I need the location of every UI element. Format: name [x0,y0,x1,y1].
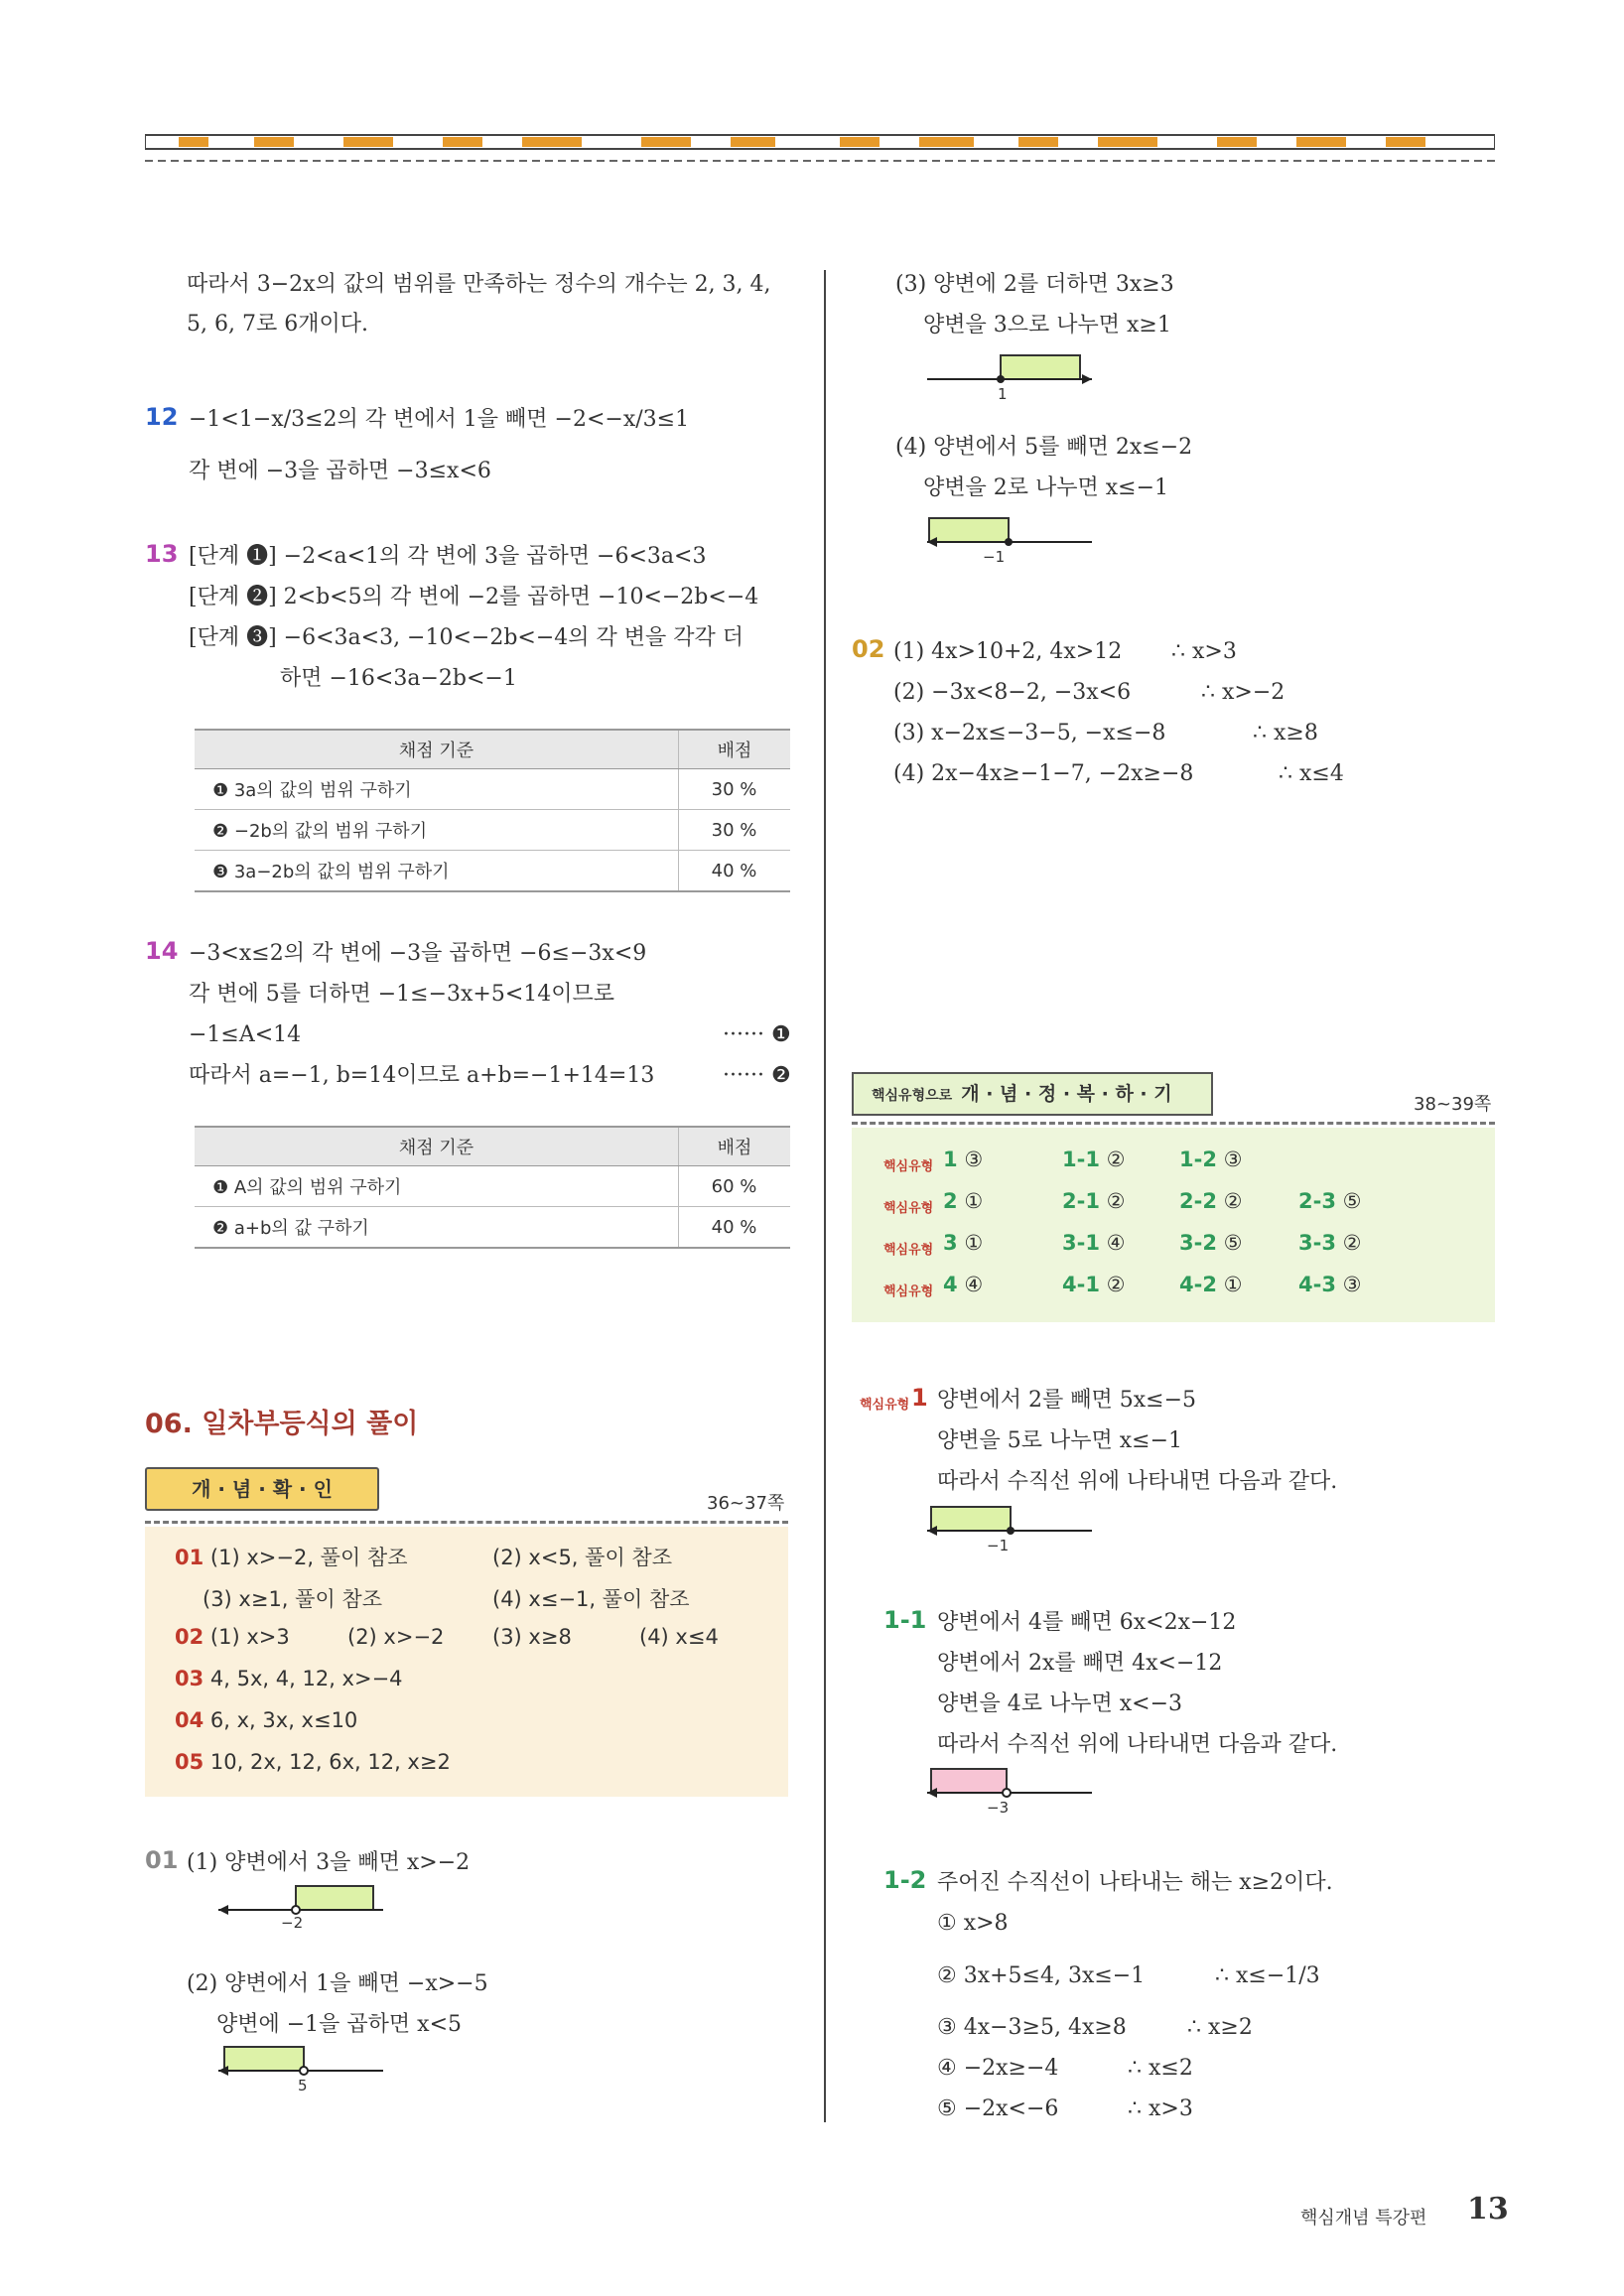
page-number: 13 [1467,2192,1509,2227]
k11-line-4: 따라서 수직선 위에 나타내면 다음과 같다. [937,1732,1338,1757]
k12-option-1: ① x>8 [937,1911,1009,1936]
q02-line-3: (3) x−2x≤−3−5, −x≤−8 [893,721,1166,745]
k1-line-3: 따라서 수직선 위에 나타내면 다음과 같다. [937,1469,1338,1494]
problem-number: 1-2 [883,1866,927,1894]
table-row: ❷ a+b의 값 구하기 40 % [195,1207,790,1249]
answer-row: 04 6, x, 3x, x≤10 [175,1708,358,1732]
k1-line-2: 양변을 5로 나누면 x≤−1 [937,1428,1183,1453]
answer-cell: (3) x≥8 [492,1625,572,1649]
answer-row: 03 4, 5x, 4, 12, x>−4 [175,1667,403,1690]
number-line [925,516,1094,568]
table-row: ❸ 3a−2b의 값의 범위 구하기 40 % [195,851,790,892]
review-row: 핵심유형 3 ① 3-1 ④ 3-2 ⑤ 3-3 ② [883,1231,1362,1258]
q01-line-2: (2) 양변에서 1을 빼면 −x>−5 [187,1971,488,1996]
answer-cell: (4) x≤−1, 풀이 참조 [492,1587,690,1611]
table-header: 채점 기준 [195,730,679,769]
number-line [925,353,1094,405]
number-line-label: −1 [983,548,1006,566]
answer-cell: (3) x≥1, 풀이 참조 [203,1587,382,1611]
table-header: 채점 기준 [195,1127,679,1166]
problem-number: 14 [145,937,179,965]
k1-line-1: 양변에서 2를 빼면 5x≤−5 [937,1388,1197,1413]
q02-result-1: ∴ x>3 [1171,639,1237,664]
divider-dashed [145,1521,788,1524]
problem-number: 02 [852,635,885,663]
k12-result-3: ∴ x≥2 [1187,2015,1253,2040]
answer-cell: (2) x<5, 풀이 참조 [492,1546,672,1569]
scoring-table-14 [195,1126,790,1249]
q02-result-4: ∴ x≤4 [1279,761,1344,786]
p12-line-2: 각 변에 −3을 곱하면 −3≤x<6 [189,459,491,483]
p13-line-3: [단계 ❸] −6<3a<3, −10<−2b<−4의 각 변을 각각 더 [189,625,744,650]
header-ruler-decoration [145,131,1495,171]
concept-check-header [145,1467,379,1511]
p13-line-4: 하면 −16<3a−2b<−1 [280,666,517,691]
k12-option-2: ② 3x+5≤4, 3x≤−1 [937,1963,1146,1988]
review-prefix: 핵심유형으로 [872,1088,953,1104]
p12-line-1: −1<1−x/3≤2의 각 변에서 1을 빼면 −2<−x/3≤1 [189,407,690,432]
divider-dashed [852,1122,1495,1125]
k12-result-5: ∴ x>3 [1128,2096,1193,2121]
problem-number: 01 [145,1846,179,1874]
core-type-tag: 핵심유형 [860,1398,910,1413]
page-reference: 36~37쪽 [707,1493,785,1514]
page-reference: 38~39쪽 [1414,1094,1492,1115]
number-line-label: 1 [998,385,1008,403]
p13-line-2: [단계 ❷] 2<b<5의 각 변에 −2를 곱하면 −10<−2b<−4 [189,585,759,609]
k11-line-3: 양변을 4로 나누면 x<−3 [937,1691,1183,1716]
q02-result-3: ∴ x≥8 [1253,721,1318,745]
q02-result-2: ∴ x>−2 [1201,680,1286,705]
q01b-line-4: 양변을 2로 나누면 x≤−1 [923,475,1169,500]
number-line-label: 5 [298,2077,308,2094]
q01b-line-1: (3) 양변에 2를 더하면 3x≥3 [895,272,1174,297]
number-line [925,1505,1094,1556]
p14-line-1: −3<x≤2의 각 변에 −3을 곱하면 −6≤−3x<9 [189,941,647,966]
column-divider [824,270,826,2122]
problem-number: 1 [911,1384,928,1412]
p14-line-3: −1≤A<14 [189,1022,302,1047]
problem-number: 1-1 [883,1606,927,1634]
intro-line-1: 따라서 3−2x의 값의 범위를 만족하는 정수의 개수는 2, 3, 4, [187,272,771,297]
p13-line-1: [단계 ❶] −2<a<1의 각 변에 3을 곱하면 −6<3a<3 [189,544,707,569]
table-row: ❷ −2b의 값의 범위 구하기 30 % [195,810,790,851]
k11-line-1: 양변에서 4를 빼면 6x<2x−12 [937,1610,1237,1635]
table-row: ❶ 3a의 값의 범위 구하기 30 % [195,769,790,810]
q02-line-2: (2) −3x<8−2, −3x<6 [893,680,1132,705]
table-header: 배점 [679,730,791,769]
review-row: 핵심유형 4 ④ 4-1 ② 4-2 ① 4-3 ③ [883,1273,1362,1299]
k12-result-4: ∴ x≤2 [1128,2056,1193,2081]
q02-line-4: (4) 2x−4x≥−1−7, −2x≥−8 [893,761,1194,786]
answer-row: 05 10, 2x, 12, 6x, 12, x≥2 [175,1750,451,1774]
answer-row: 01 (1) x>−2, 풀이 참조 [175,1546,408,1569]
k12-option-5: ⑤ −2x<−6 [937,2096,1059,2121]
scoring-table-13 [195,729,790,892]
concept-check-label: 개 · 념 · 확 · 인 [192,1477,333,1501]
review-label: 개 · 념 · 정 · 복 · 하 · 기 [961,1083,1172,1105]
section-title: 06. 일차부등식의 풀이 [145,1409,419,1439]
intro-line-2: 5, 6, 7로 6개이다. [187,312,368,337]
q01b-line-3: (4) 양변에서 5를 빼면 2x≤−2 [895,435,1193,460]
q01-line-1: (1) 양변에서 3을 빼면 x>−2 [187,1850,471,1875]
q02-line-1: (1) 4x>10+2, 4x>12 [893,639,1123,664]
step-mark-2: ······ ❷ [723,1063,791,1088]
number-line-label: −2 [281,1914,304,1932]
answer-cell: (2) x>−2 [347,1625,445,1649]
review-row: 핵심유형 2 ① 2-1 ② 2-2 ② 2-3 ⑤ [883,1189,1362,1216]
p14-line-2: 각 변에 5를 더하면 −1≤−3x+5<14이므로 [189,982,615,1007]
footer-book-title: 핵심개념 특강편 [1300,2208,1427,2228]
k12-option-4: ④ −2x≥−4 [937,2056,1059,2081]
table-row: ❶ A의 값의 범위 구하기 60 % [195,1166,790,1207]
problem-number: 12 [145,403,179,431]
p14-line-4: 따라서 a=−1, b=14이므로 a+b=−1+14=13 [189,1063,655,1088]
problem-number: 13 [145,540,179,568]
review-header [852,1072,1213,1116]
number-line-label: −1 [987,1537,1010,1554]
q01-line-3: 양변에 −1을 곱하면 x<5 [216,2012,463,2037]
answer-cell: (4) x≤4 [639,1625,719,1649]
k12-result-2: ∴ x≤−1/3 [1215,1963,1320,1988]
k12-line-1: 주어진 수직선이 나타내는 해는 x≥2이다. [937,1870,1333,1895]
k12-option-3: ③ 4x−3≥5, 4x≥8 [937,2015,1127,2040]
number-line [925,1767,1094,1819]
number-line-label: −3 [987,1799,1010,1817]
q01b-line-2: 양변을 3으로 나누면 x≥1 [923,313,1171,338]
step-mark-1: ······ ❶ [723,1022,791,1047]
table-header: 배점 [679,1127,791,1166]
review-row: 핵심유형 1 ③ 1-1 ② 1-2 ③ [883,1148,1243,1174]
answer-row: 02 (1) x>3 [175,1625,290,1649]
k11-line-2: 양변에서 2x를 빼면 4x<−12 [937,1651,1223,1676]
